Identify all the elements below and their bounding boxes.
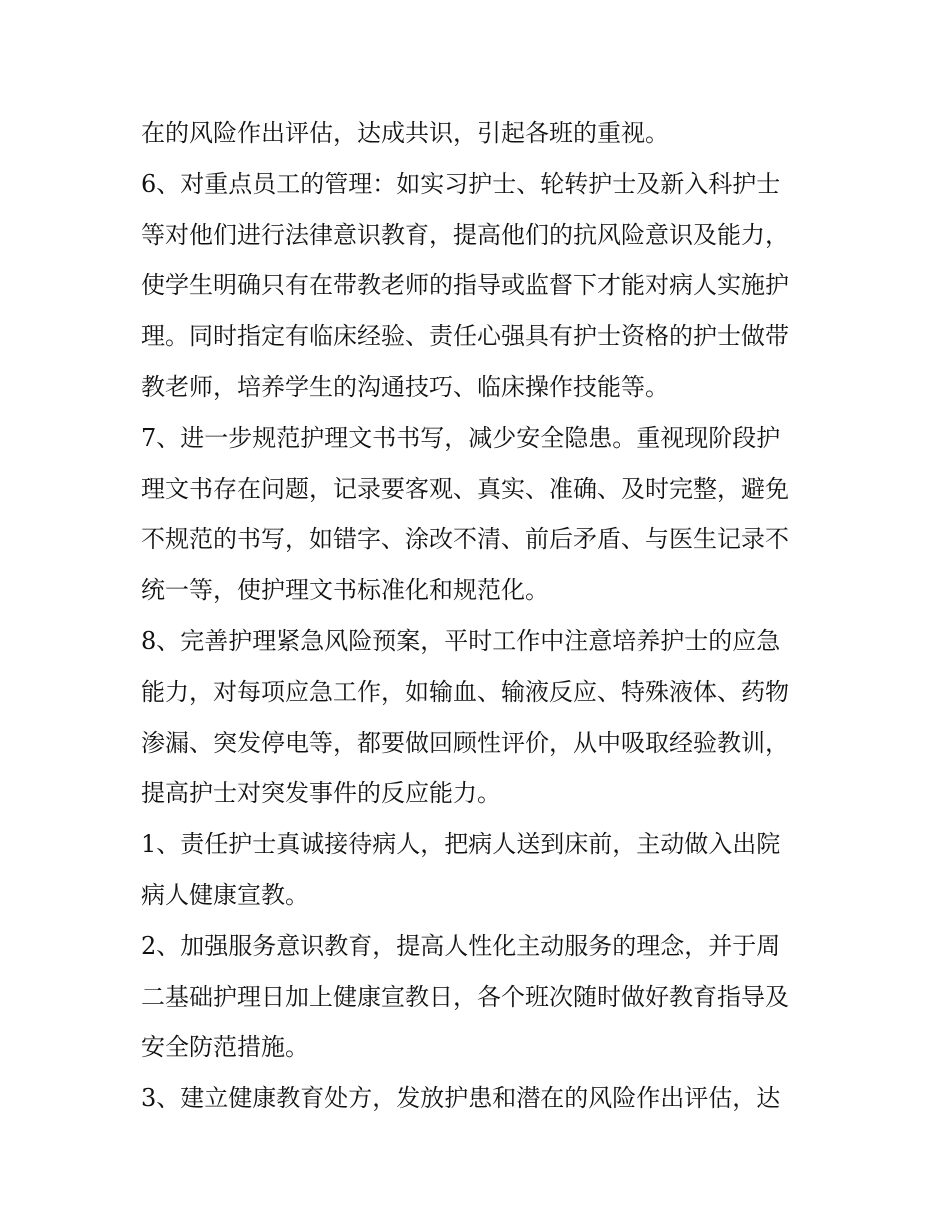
text-line: 理。同时指定有临床经验、责任心强具有护士资格的护士做带 [141, 322, 789, 351]
text-line: 7、进一步规范护理文书书写，减少安全隐患。重视现阶段护 [141, 423, 781, 452]
text-line: 1、责任护士真诚接待病人，把病人送到床前，主动做入出院 [141, 830, 781, 859]
text-line: 统一等，使护理文书标准化和规范化。 [141, 576, 549, 605]
text-line: 理文书存在问题，记录要客观、真实、准确、及时完整，避免 [141, 474, 789, 503]
text-line: 渗漏、突发停电等，都要做回顾性评价，从中吸取经验教训， [141, 728, 789, 757]
text-line: 等对他们进行法律意识教育，提高他们的抗风险意识及能力， [141, 220, 789, 249]
text-line: 6、对重点员工的管理：如实习护士、轮转护士及新入科护士 [141, 169, 781, 198]
text-line: 使学生明确只有在带教老师的指导或监督下才能对病人实施护 [141, 271, 789, 300]
text-line: 病人健康宣教。 [141, 880, 309, 909]
body-text [141, 108, 821, 1124]
text-line: 在的风险作出评估，达成共识，引起各班的重视。 [141, 119, 669, 147]
text-line: 教老师，培养学生的沟通技巧、临床操作技能等。 [141, 372, 669, 401]
text-line: 提高护士对突发事件的反应能力。 [141, 779, 501, 808]
text-line: 不规范的书写，如错字、涂改不清、前后矛盾、与医生记录不 [141, 525, 789, 554]
text-line: 3、建立健康教育处方，发放护患和潜在的风险作出评估，达 [141, 1084, 781, 1113]
text-line: 安全防范措施。 [141, 1033, 309, 1062]
text-line: 二基础护理日加上健康宣教日，各个班次随时做好教育指导及 [141, 982, 789, 1011]
text-line: 2、加强服务意识教育，提高人性化主动服务的理念，并于周 [141, 931, 781, 960]
text-line: 8、完善护理紧急风险预案，平时工作中注意培养护士的应急 [141, 626, 781, 655]
text-line: 能力，对每项应急工作，如输血、输液反应、特殊液体、药物 [141, 677, 789, 706]
